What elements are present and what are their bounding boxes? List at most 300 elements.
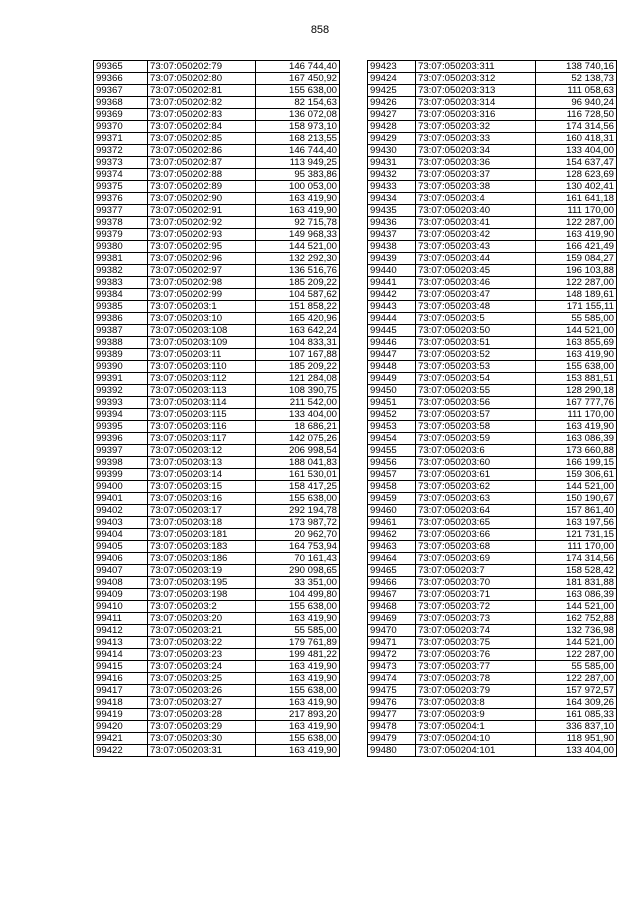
value-cell: 174 314,56 [536, 121, 617, 133]
cadastral-number-cell: 73:07:050202:83 [148, 109, 256, 121]
value-cell: 122 287,00 [536, 673, 617, 685]
row-number-cell: 99400 [94, 481, 148, 493]
table-row [94, 301, 340, 313]
value-cell: 111 170,00 [536, 541, 617, 553]
row-number-cell: 99404 [94, 529, 148, 541]
cadastral-number-cell: 73:07:050203:17 [148, 505, 256, 517]
value-cell: 290 098,65 [256, 565, 340, 577]
table-row [368, 133, 617, 145]
value-cell: 118 951,90 [536, 733, 617, 745]
cadastral-number-cell: 73:07:050204:10 [416, 733, 536, 745]
row-number-cell: 99461 [368, 517, 416, 529]
table-row [94, 361, 340, 373]
value-cell: 167 777,76 [536, 397, 617, 409]
table-row [94, 373, 340, 385]
value-cell: 163 419,90 [256, 193, 340, 205]
value-cell: 132 292,30 [256, 253, 340, 265]
cadastral-number-cell: 73:07:050202:80 [148, 73, 256, 85]
table-row [94, 649, 340, 661]
value-cell: 173 987,72 [256, 517, 340, 529]
value-cell: 154 637,47 [536, 157, 617, 169]
cadastral-number-cell: 73:07:050203:76 [416, 649, 536, 661]
cadastral-number-cell: 73:07:050203:8 [416, 697, 536, 709]
value-cell: 158 973,10 [256, 121, 340, 133]
value-cell: 217 893,20 [256, 709, 340, 721]
table-row [368, 469, 617, 481]
table-row [368, 649, 617, 661]
value-cell: 155 638,00 [256, 601, 340, 613]
row-number-cell: 99462 [368, 529, 416, 541]
row-number-cell: 99393 [94, 397, 148, 409]
row-number-cell: 99377 [94, 205, 148, 217]
value-cell: 163 197,56 [536, 517, 617, 529]
row-number-cell: 99435 [368, 205, 416, 217]
row-number-cell: 99397 [94, 445, 148, 457]
row-number-cell: 99438 [368, 241, 416, 253]
value-cell: 122 287,00 [536, 649, 617, 661]
value-cell: 163 419,90 [256, 673, 340, 685]
cadastral-number-cell: 73:07:050202:79 [148, 61, 256, 73]
value-cell: 116 728,50 [536, 109, 617, 121]
cadastral-number-cell: 73:07:050203:25 [148, 673, 256, 685]
row-number-cell: 99378 [94, 217, 148, 229]
row-number-cell: 99454 [368, 433, 416, 445]
table-row [368, 385, 617, 397]
table-row [94, 565, 340, 577]
cadastral-number-cell: 73:07:050202:85 [148, 133, 256, 145]
cadastral-number-cell: 73:07:050203:54 [416, 373, 536, 385]
value-cell: 336 837,10 [536, 721, 617, 733]
cadastral-number-cell: 73:07:050203:6 [416, 445, 536, 457]
table-row [94, 61, 340, 73]
cadastral-number-cell: 73:07:050203:60 [416, 457, 536, 469]
table-row [368, 529, 617, 541]
cadastral-number-cell: 73:07:050202:91 [148, 205, 256, 217]
table-row [94, 577, 340, 589]
value-cell: 146 744,40 [256, 145, 340, 157]
table-row [368, 181, 617, 193]
row-number-cell: 99424 [368, 73, 416, 85]
cadastral-number-cell: 73:07:050203:117 [148, 433, 256, 445]
table-row [368, 289, 617, 301]
row-number-cell: 99428 [368, 121, 416, 133]
cadastral-number-cell: 73:07:050202:96 [148, 253, 256, 265]
row-number-cell: 99443 [368, 301, 416, 313]
row-number-cell: 99416 [94, 673, 148, 685]
cadastral-number-cell: 73:07:050203:13 [148, 457, 256, 469]
table-row [94, 445, 340, 457]
row-number-cell: 99437 [368, 229, 416, 241]
cadastral-number-cell: 73:07:050204:1 [416, 721, 536, 733]
table-row [368, 337, 617, 349]
value-cell: 133 404,00 [256, 409, 340, 421]
table-row [368, 265, 617, 277]
cadastral-number-cell: 73:07:050203:48 [416, 301, 536, 313]
table-row [94, 253, 340, 265]
cadastral-number-cell: 73:07:050203:40 [416, 205, 536, 217]
value-cell: 138 740,16 [536, 61, 617, 73]
cadastral-number-cell: 73:07:050203:313 [416, 85, 536, 97]
value-cell: 121 284,08 [256, 373, 340, 385]
table-row [368, 577, 617, 589]
value-cell: 168 213,55 [256, 133, 340, 145]
table-row [94, 109, 340, 121]
value-cell: 155 638,00 [256, 733, 340, 745]
value-cell: 104 587,62 [256, 289, 340, 301]
table-row [94, 385, 340, 397]
cadastral-number-cell: 73:07:050203:75 [416, 637, 536, 649]
value-cell: 162 752,88 [536, 613, 617, 625]
row-number-cell: 99475 [368, 685, 416, 697]
cadastral-number-cell: 73:07:050202:87 [148, 157, 256, 169]
table-row [368, 73, 617, 85]
table-row [94, 613, 340, 625]
row-number-cell: 99386 [94, 313, 148, 325]
table-row [368, 109, 617, 121]
table-row [368, 481, 617, 493]
cadastral-number-cell: 73:07:050203:24 [148, 661, 256, 673]
value-cell: 144 521,00 [536, 325, 617, 337]
value-cell: 148 189,61 [536, 289, 617, 301]
row-number-cell: 99466 [368, 577, 416, 589]
right-register-table [367, 60, 617, 757]
cadastral-number-cell: 73:07:050203:112 [148, 373, 256, 385]
row-number-cell: 99398 [94, 457, 148, 469]
value-cell: 160 418,31 [536, 133, 617, 145]
cadastral-number-cell: 73:07:050202:89 [148, 181, 256, 193]
value-cell: 133 404,00 [536, 145, 617, 157]
row-number-cell: 99478 [368, 721, 416, 733]
row-number-cell: 99469 [368, 613, 416, 625]
cadastral-number-cell: 73:07:050203:114 [148, 397, 256, 409]
row-number-cell: 99415 [94, 661, 148, 673]
cadastral-number-cell: 73:07:050203:4 [416, 193, 536, 205]
row-number-cell: 99439 [368, 253, 416, 265]
row-number-cell: 99368 [94, 97, 148, 109]
cadastral-number-cell: 73:07:050204:101 [416, 745, 536, 757]
cadastral-number-cell: 73:07:050202:84 [148, 121, 256, 133]
table-row [368, 697, 617, 709]
cadastral-number-cell: 73:07:050203:16 [148, 493, 256, 505]
row-number-cell: 99431 [368, 157, 416, 169]
row-number-cell: 99423 [368, 61, 416, 73]
value-cell: 136 072,08 [256, 109, 340, 121]
value-cell: 144 521,00 [536, 601, 617, 613]
table-row [368, 121, 617, 133]
cadastral-number-cell: 73:07:050202:92 [148, 217, 256, 229]
row-number-cell: 99407 [94, 565, 148, 577]
value-cell: 128 623,69 [536, 169, 617, 181]
row-number-cell: 99440 [368, 265, 416, 277]
table-row [94, 265, 340, 277]
value-cell: 199 481,22 [256, 649, 340, 661]
table-row [368, 61, 617, 73]
value-cell: 18 686,21 [256, 421, 340, 433]
table-row [94, 145, 340, 157]
table-row [94, 289, 340, 301]
cadastral-number-cell: 73:07:050203:73 [416, 613, 536, 625]
cadastral-number-cell: 73:07:050203:18 [148, 517, 256, 529]
cadastral-number-cell: 73:07:050203:56 [416, 397, 536, 409]
value-cell: 132 736,98 [536, 625, 617, 637]
table-row [94, 589, 340, 601]
value-cell: 55 585,00 [536, 313, 617, 325]
value-cell: 163 419,90 [536, 229, 617, 241]
table-row [94, 529, 340, 541]
cadastral-number-cell: 73:07:050203:53 [416, 361, 536, 373]
value-cell: 206 998,54 [256, 445, 340, 457]
cadastral-number-cell: 73:07:050203:64 [416, 505, 536, 517]
page-number: 858 [310, 24, 330, 36]
cadastral-number-cell: 73:07:050203:52 [416, 349, 536, 361]
cadastral-number-cell: 73:07:050202:98 [148, 277, 256, 289]
cadastral-number-cell: 73:07:050203:32 [416, 121, 536, 133]
table-row [368, 433, 617, 445]
row-number-cell: 99399 [94, 469, 148, 481]
cadastral-number-cell: 73:07:050202:86 [148, 145, 256, 157]
cadastral-number-cell: 73:07:050202:97 [148, 265, 256, 277]
cadastral-number-cell: 73:07:050203:74 [416, 625, 536, 637]
table-row [94, 493, 340, 505]
value-cell: 70 161,43 [256, 553, 340, 565]
cadastral-number-cell: 73:07:050203:46 [416, 277, 536, 289]
cadastral-number-cell: 73:07:050203:21 [148, 625, 256, 637]
table-row [368, 457, 617, 469]
value-cell: 163 419,90 [536, 349, 617, 361]
value-cell: 55 585,00 [256, 625, 340, 637]
row-number-cell: 99379 [94, 229, 148, 241]
table-row [368, 445, 617, 457]
value-cell: 155 638,00 [256, 685, 340, 697]
row-number-cell: 99451 [368, 397, 416, 409]
table-row [368, 313, 617, 325]
cadastral-number-cell: 73:07:050203:68 [416, 541, 536, 553]
row-number-cell: 99390 [94, 361, 148, 373]
cadastral-number-cell: 73:07:050202:90 [148, 193, 256, 205]
row-number-cell: 99474 [368, 673, 416, 685]
value-cell: 20 962,70 [256, 529, 340, 541]
table-row [368, 97, 617, 109]
table-row [94, 205, 340, 217]
row-number-cell: 99374 [94, 169, 148, 181]
table-row [368, 613, 617, 625]
row-number-cell: 99471 [368, 637, 416, 649]
cadastral-number-cell: 73:07:050203:38 [416, 181, 536, 193]
table-row [368, 409, 617, 421]
value-cell: 163 419,90 [256, 205, 340, 217]
cadastral-number-cell: 73:07:050203:316 [416, 109, 536, 121]
cadastral-number-cell: 73:07:050202:81 [148, 85, 256, 97]
table-row [368, 517, 617, 529]
table-row [94, 277, 340, 289]
value-cell: 166 199,15 [536, 457, 617, 469]
table-row [94, 505, 340, 517]
value-cell: 164 309,26 [536, 697, 617, 709]
table-row [368, 661, 617, 673]
row-number-cell: 99391 [94, 373, 148, 385]
row-number-cell: 99427 [368, 109, 416, 121]
row-number-cell: 99476 [368, 697, 416, 709]
row-number-cell: 99387 [94, 325, 148, 337]
left-register-table [93, 60, 340, 757]
value-cell: 292 194,78 [256, 505, 340, 517]
cadastral-number-cell: 73:07:050203:41 [416, 217, 536, 229]
value-cell: 158 528,42 [536, 565, 617, 577]
table-row [368, 193, 617, 205]
cadastral-number-cell: 73:07:050203:181 [148, 529, 256, 541]
table-row [94, 721, 340, 733]
row-number-cell: 99375 [94, 181, 148, 193]
cadastral-number-cell: 73:07:050203:51 [416, 337, 536, 349]
table-row [368, 421, 617, 433]
table-row [94, 121, 340, 133]
row-number-cell: 99382 [94, 265, 148, 277]
row-number-cell: 99411 [94, 613, 148, 625]
row-number-cell: 99381 [94, 253, 148, 265]
table-row [368, 325, 617, 337]
cadastral-number-cell: 73:07:050202:88 [148, 169, 256, 181]
row-number-cell: 99383 [94, 277, 148, 289]
cadastral-number-cell: 73:07:050203:36 [416, 157, 536, 169]
row-number-cell: 99420 [94, 721, 148, 733]
table-row [94, 517, 340, 529]
value-cell: 92 715,78 [256, 217, 340, 229]
cadastral-number-cell: 73:07:050203:44 [416, 253, 536, 265]
table-row [94, 397, 340, 409]
table-row [94, 481, 340, 493]
row-number-cell: 99414 [94, 649, 148, 661]
table-row [368, 169, 617, 181]
cadastral-number-cell: 73:07:050203:62 [416, 481, 536, 493]
value-cell: 111 170,00 [536, 205, 617, 217]
table-row [368, 241, 617, 253]
table-row [94, 733, 340, 745]
value-cell: 173 660,88 [536, 445, 617, 457]
table-row [94, 709, 340, 721]
value-cell: 181 831,88 [536, 577, 617, 589]
cadastral-number-cell: 73:07:050203:63 [416, 493, 536, 505]
row-number-cell: 99405 [94, 541, 148, 553]
table-row [94, 409, 340, 421]
value-cell: 107 167,88 [256, 349, 340, 361]
row-number-cell: 99442 [368, 289, 416, 301]
cadastral-number-cell: 73:07:050203:57 [416, 409, 536, 421]
cadastral-number-cell: 73:07:050203:28 [148, 709, 256, 721]
cadastral-number-cell: 73:07:050203:10 [148, 313, 256, 325]
table-row [94, 157, 340, 169]
row-number-cell: 99479 [368, 733, 416, 745]
cadastral-number-cell: 73:07:050203:7 [416, 565, 536, 577]
cadastral-number-cell: 73:07:050203:195 [148, 577, 256, 589]
row-number-cell: 99457 [368, 469, 416, 481]
value-cell: 144 521,00 [256, 241, 340, 253]
table-row [368, 589, 617, 601]
table-row [94, 181, 340, 193]
row-number-cell: 99465 [368, 565, 416, 577]
table-row [94, 85, 340, 97]
table-row [368, 637, 617, 649]
value-cell: 185 209,22 [256, 277, 340, 289]
cadastral-number-cell: 73:07:050203:108 [148, 325, 256, 337]
cadastral-number-cell: 73:07:050203:69 [416, 553, 536, 565]
cadastral-number-cell: 73:07:050203:70 [416, 577, 536, 589]
table-row [94, 457, 340, 469]
row-number-cell: 99410 [94, 601, 148, 613]
row-number-cell: 99432 [368, 169, 416, 181]
cadastral-number-cell: 73:07:050203:22 [148, 637, 256, 649]
cadastral-number-cell: 73:07:050203:314 [416, 97, 536, 109]
row-number-cell: 99470 [368, 625, 416, 637]
cadastral-number-cell: 73:07:050203:33 [416, 133, 536, 145]
value-cell: 174 314,56 [536, 553, 617, 565]
row-number-cell: 99385 [94, 301, 148, 313]
cadastral-number-cell: 73:07:050203:9 [416, 709, 536, 721]
row-number-cell: 99388 [94, 337, 148, 349]
value-cell: 128 290,18 [536, 385, 617, 397]
cadastral-number-cell: 73:07:050203:45 [416, 265, 536, 277]
cadastral-number-cell: 73:07:050203:2 [148, 601, 256, 613]
cadastral-number-cell: 73:07:050203:77 [416, 661, 536, 673]
cadastral-number-cell: 73:07:050203:72 [416, 601, 536, 613]
value-cell: 142 075,26 [256, 433, 340, 445]
row-number-cell: 99429 [368, 133, 416, 145]
row-number-cell: 99366 [94, 73, 148, 85]
table-row [94, 673, 340, 685]
row-number-cell: 99456 [368, 457, 416, 469]
value-cell: 196 103,88 [536, 265, 617, 277]
table-row [368, 673, 617, 685]
table-row [94, 421, 340, 433]
value-cell: 157 861,40 [536, 505, 617, 517]
cadastral-number-cell: 73:07:050203:78 [416, 673, 536, 685]
row-number-cell: 99455 [368, 445, 416, 457]
row-number-cell: 99412 [94, 625, 148, 637]
value-cell: 161 641,18 [536, 193, 617, 205]
table-row [94, 433, 340, 445]
cadastral-number-cell: 73:07:050203:61 [416, 469, 536, 481]
row-number-cell: 99421 [94, 733, 148, 745]
row-number-cell: 99450 [368, 385, 416, 397]
value-cell: 144 521,00 [536, 481, 617, 493]
value-cell: 136 516,76 [256, 265, 340, 277]
row-number-cell: 99370 [94, 121, 148, 133]
row-number-cell: 99372 [94, 145, 148, 157]
cadastral-number-cell: 73:07:050203:55 [416, 385, 536, 397]
table-row [94, 349, 340, 361]
value-cell: 211 542,00 [256, 397, 340, 409]
value-cell: 163 419,90 [536, 421, 617, 433]
row-number-cell: 99367 [94, 85, 148, 97]
value-cell: 163 086,39 [536, 589, 617, 601]
row-number-cell: 99468 [368, 601, 416, 613]
value-cell: 100 053,00 [256, 181, 340, 193]
table-row [368, 397, 617, 409]
cadastral-number-cell: 73:07:050203:312 [416, 73, 536, 85]
table-row [368, 745, 617, 757]
row-number-cell: 99430 [368, 145, 416, 157]
table-row [94, 73, 340, 85]
cadastral-number-cell: 73:07:050203:50 [416, 325, 536, 337]
row-number-cell: 99480 [368, 745, 416, 757]
table-row [94, 697, 340, 709]
table-row [368, 505, 617, 517]
row-number-cell: 99418 [94, 697, 148, 709]
table-row [94, 169, 340, 181]
cadastral-number-cell: 73:07:050203:79 [416, 685, 536, 697]
row-number-cell: 99392 [94, 385, 148, 397]
row-number-cell: 99449 [368, 373, 416, 385]
row-number-cell: 99376 [94, 193, 148, 205]
